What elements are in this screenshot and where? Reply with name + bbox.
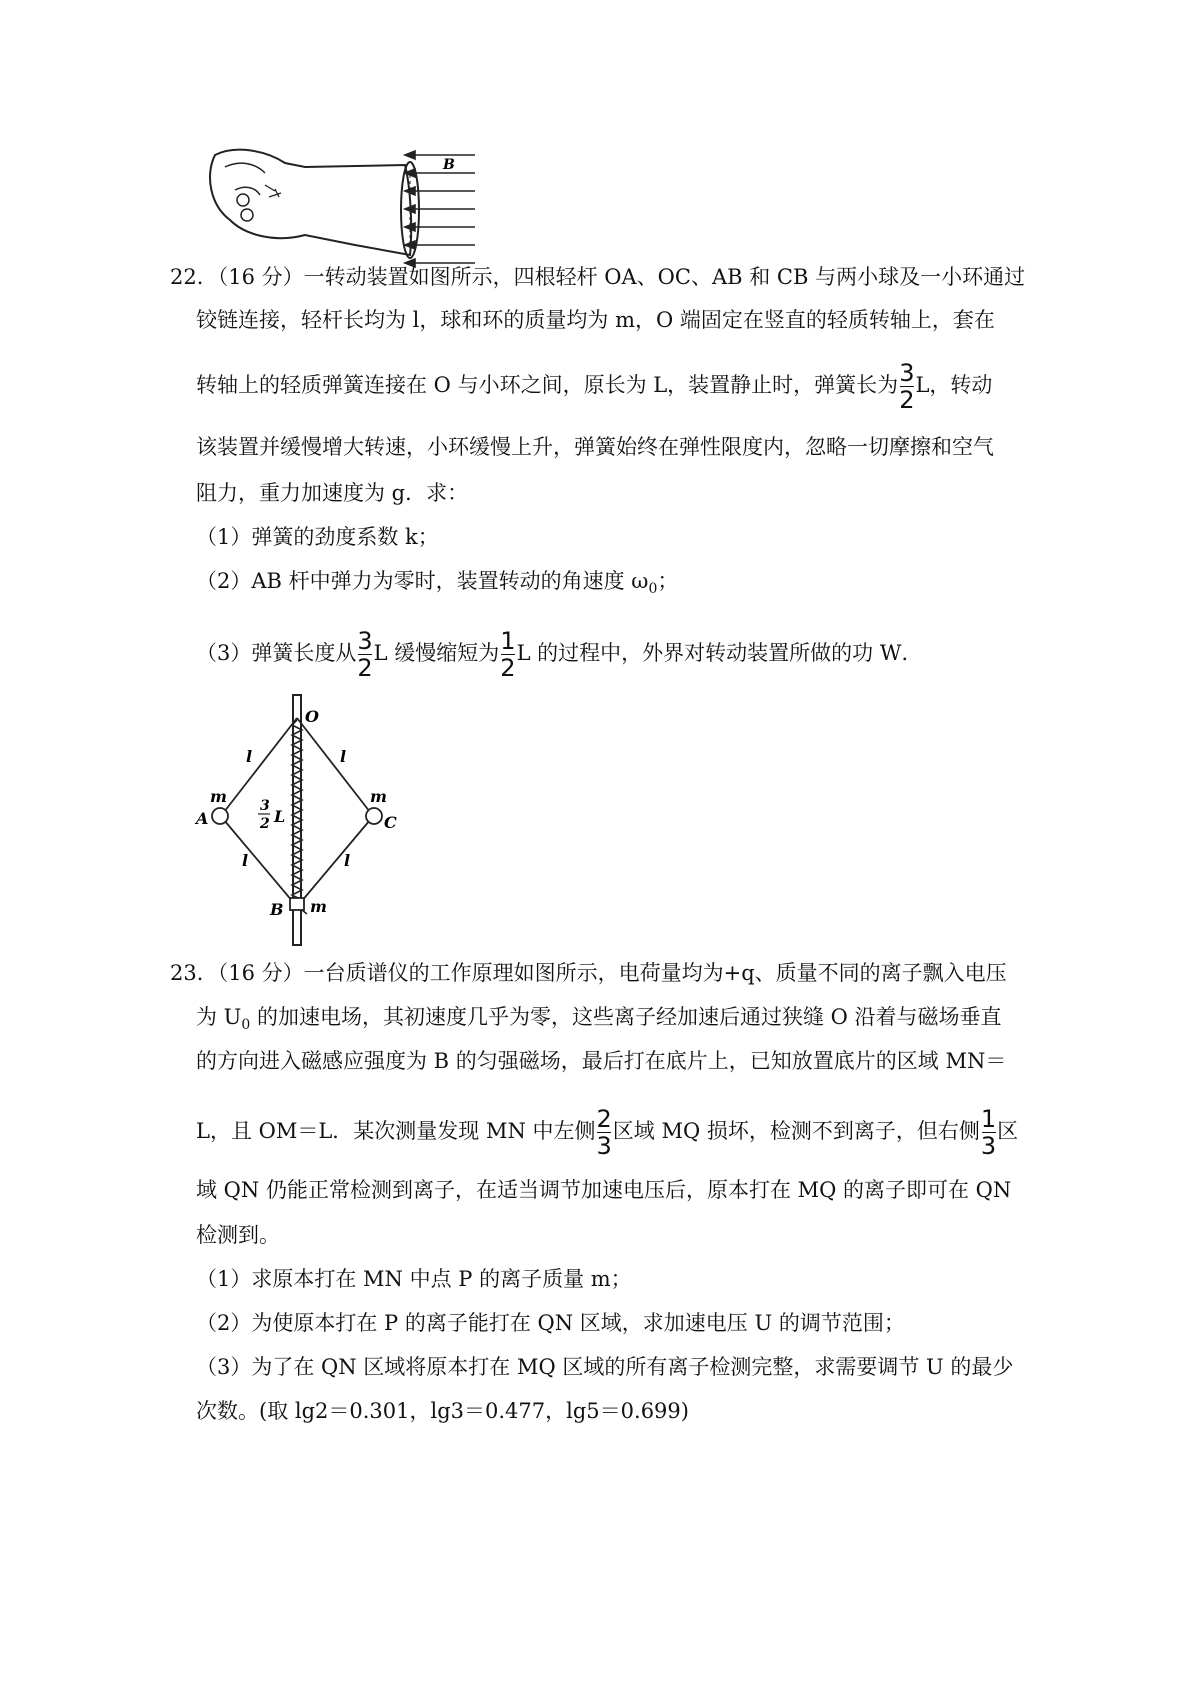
q23-line4: L，且 OM＝L．某次测量发现 MN 中左侧 $\frac{2}{3}$ 区域 MQ 损坏，检测不到离子，但右侧 $\frac{1}{3}$ 区 — [196, 1105, 1019, 1160]
q22-sub1: （1）弹簧的劲度系数 k； — [196, 525, 439, 549]
q23-sub2: （2）为使原本打在 P 的离子能打在 QN 区域，求加速电压 U 的调节范围； — [196, 1311, 905, 1335]
label-l-oa: l — [246, 747, 253, 766]
q22-line3 — [196, 360, 992, 413]
q23-line1: 23．（16 分）一台质谱仪的工作原理如图所示，电荷量均为+q、质量不同的离子飘入电压 — [170, 961, 1007, 985]
q23-line5: 域 QN 仍能正常检测到离子，在适当调节加速电压后，原本打在 MQ 的离子即可在 QN — [196, 1178, 1012, 1202]
fraction-three-halves: $\frac{3}{2}$ — [899, 359, 915, 414]
q22-line5: 阻力，重力加速度为 g．求： — [196, 481, 469, 505]
label-l-cb: l — [344, 851, 351, 870]
spring-frac-num: 3 — [260, 798, 270, 814]
q22-line2: 铰链连接，轻杆长均为 l，球和环的质量均为 m，O 端固定在竖直的轻质转轴上，套在 — [196, 308, 995, 332]
label-b: B — [270, 900, 284, 919]
label-o: O — [305, 707, 319, 726]
q23-sub3-line2: 次数。(取 lg2＝0.301，lg3＝0.477，lg5＝0.699) — [196, 1399, 689, 1423]
q23-sub3-line1: （3）为了在 QN 区域将原本打在 MQ 区域的所有离子检测完整，求需要调节 U 的最少 — [196, 1355, 1014, 1379]
label-c: C — [384, 813, 397, 832]
q22-line1: 22．（16 分）一转动装置如图所示，四根轻杆 OA、OC、AB 和 CB 与两小球及一小环通过 — [170, 265, 1026, 289]
label-m-a: m — [210, 787, 227, 806]
spring-frac-den: 2 — [260, 816, 270, 832]
arm-magnetic-field-figure — [205, 145, 505, 275]
q22-line3-text-a: 转轴上的轻质弹簧连接在 O 与小环之间，原长为 L，装置静止时，弹簧长为 — [196, 373, 899, 397]
label-m-c: m — [370, 787, 387, 806]
label-l-ab: l — [242, 851, 249, 870]
rotating-device-figure — [190, 690, 420, 950]
q23-line2: 为 $U_0$ 的加速电场，其初速度几乎为零，这些离子经加速后通过狭缝 O 沿着与磁场垂直 — [196, 1005, 1002, 1034]
label-l-oc: l — [340, 747, 347, 766]
q22-line4: 该装置并缓慢增大转速，小环缓慢上升，弹簧始终在弹性限度内，忽略一切摩擦和空气 — [196, 435, 994, 459]
spring-length-l: L — [274, 807, 286, 826]
fraction-two-thirds: $\frac{2}{3}$ — [596, 1105, 612, 1160]
label-m-b: m — [310, 897, 327, 916]
fraction-three-halves: $\frac{3}{2}$ — [357, 627, 373, 682]
fraction-one-half: $\frac{1}{2}$ — [500, 627, 516, 682]
q22-sub3: （3）弹簧长度从 $\frac{3}{2}$ L 缓慢缩短为 $\frac{1}{2}$ L 的过程中，外界对转动装置所做的功 W． — [196, 627, 923, 682]
q22-sub2: （2）AB 杆中弹力为零时，装置转动的角速度 $\omega_0$； — [196, 569, 679, 598]
q23-sub1: （1）求原本打在 MN 中点 P 的离子质量 m； — [196, 1267, 632, 1291]
q23-line6: 检测到。 — [196, 1223, 280, 1247]
q23-line3: 的方向进入磁感应强度为 B 的匀强磁场，最后打在底片上，已知放置底片的区域 MN＝ — [196, 1049, 1007, 1073]
label-a: A — [196, 809, 209, 828]
fraction-one-third: $\frac{1}{3}$ — [980, 1105, 997, 1160]
q22-line3-text-b: L，转动 — [915, 373, 993, 397]
field-b-label: B — [443, 157, 455, 173]
